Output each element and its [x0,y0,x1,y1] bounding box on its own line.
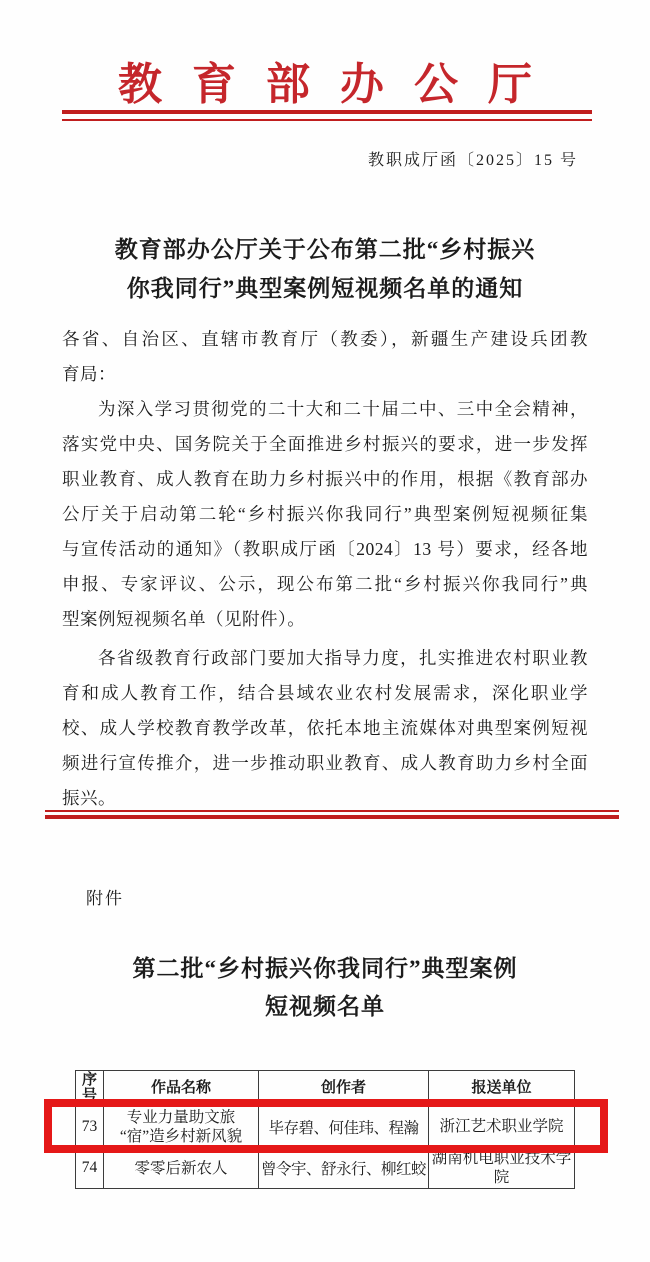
cell-creators: 毕存碧、何佳玮、程瀚 [259,1106,429,1148]
cell-creators: 曾令宇、舒永行、柳红蛟 [259,1148,429,1189]
closing-rule-thin [45,810,619,812]
body-line: 育局： [62,364,116,384]
cell-work-title [104,1106,259,1148]
body-line: 各省、自治区、直辖市教育厅（教委），新疆生产建设兵团教 [62,329,588,349]
body-line: 公厅关于启动第二轮“乡村振兴你我同行”典型案例短视频征集 [62,504,588,524]
cell-org: 浙江艺术职业学院 [429,1106,575,1148]
body-line: 校、成人学校教育教学改革，依托本地主流媒体对典型案例短视 [62,718,588,738]
results-table [75,1070,575,1189]
header-rule-thick [62,110,592,114]
addressee [62,322,588,392]
table-row [76,1148,575,1189]
notice-title-line: 你我同行”典型案例短视频名单的通知 [126,276,524,301]
notice-title-line: 教育部办公厅关于公布第二批“乡村振兴 [114,237,536,262]
table-header-row [76,1071,575,1106]
table-row [76,1106,575,1148]
col-header-seq: 序号 [76,1071,104,1106]
body-line: 育和成人教育工作，结合县域农业农村发展需求，深化职业学 [62,683,588,703]
cell-seq: 73 [76,1106,104,1148]
attachment-title-line: 第二批“乡村振兴你我同行”典型案例 [132,956,518,981]
body-line: 各省级教育行政部门要加大指导力度，扎实推进农村职业教 [98,648,588,668]
doc-number: 教职成厅函〔2025〕15 号 [367,152,578,169]
cell-work-title [104,1148,259,1189]
body-line: 为深入学习贯彻党的二十大和二十届二中、三中全会精神， [98,399,588,419]
body-line: 落实党中央、国务院关于全面推进乡村振兴的要求，进一步发挥 [62,434,588,454]
paragraph-2 [62,641,588,816]
body-line: 振兴。 [62,788,116,808]
work-title-line: 零零后新农人 [134,1159,228,1177]
body-line: 与宣传活动的通知》（教职成厅函〔2024〕13 号）要求，经各地 [62,539,588,559]
closing-rule-thick [45,815,619,819]
body-line: 申报、专家评议、公示，现公布第二批“乡村振兴你我同行”典 [62,574,588,594]
cell-seq: 74 [76,1148,104,1189]
body-line: 型案例短视频名单（见附件）。 [62,609,306,629]
work-title-line: “宿”造乡村新风貌 [119,1127,243,1145]
attachment-title-line: 短视频名单 [265,994,385,1019]
col-header-creators: 创作者 [259,1071,429,1106]
col-header-work: 作品名称 [104,1071,259,1106]
attachment-title [62,950,588,1026]
col-header-org: 报送单位 [429,1071,575,1106]
body-line: 频进行宣传推介，进一步推动职业教育、成人教育助力乡村全面 [62,753,588,773]
cell-org: 湖南机电职业技术学院 [429,1148,575,1189]
body-line: 职业教育、成人教育在助力乡村振兴中的作用，根据《教育部办 [62,469,588,489]
notice-title [62,230,588,308]
agency-name: 教育部办公厅 [118,60,562,109]
paragraph-1 [62,392,588,637]
attachment-label: 附件 [86,889,124,908]
work-title-line: 专业力量助文旅 [126,1108,236,1126]
header-rule-thin [62,119,592,121]
